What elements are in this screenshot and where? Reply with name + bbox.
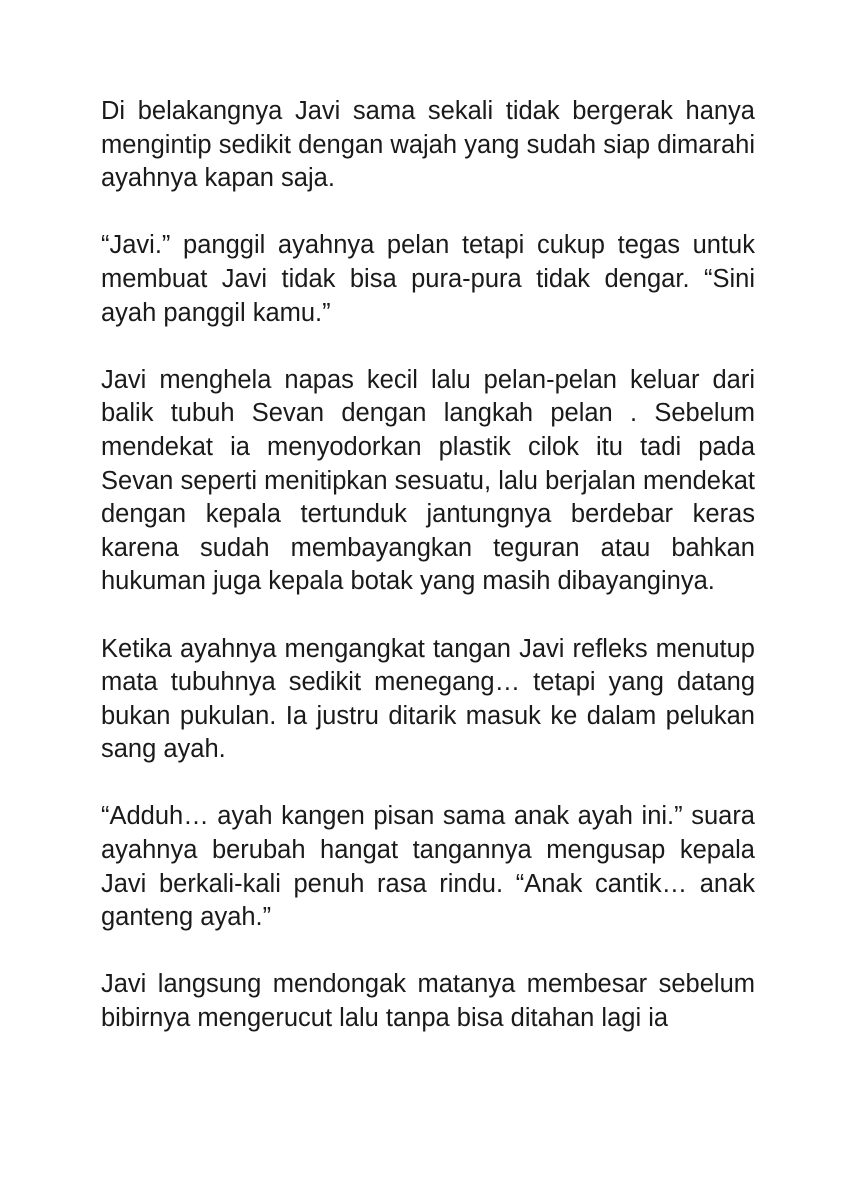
paragraph-5: “Adduh… ayah kangen pisan sama anak ayah ini.” suara ayahnya berubah hangat tangannya mengusap kepala Javi berkali-kali penuh rasa rindu. “Anak cantik… anak ganteng ayah.”: [101, 802, 755, 932]
paragraph-4: Ketika ayahnya mengangkat tangan Javi refleks menutup mata tubuhnya sedikit menegang… tetapi yang datang bukan pukulan. Ia justru ditarik masuk ke dalam pelukan sang ayah.: [101, 634, 755, 764]
paragraph-3: Javi menghela napas kecil lalu pelan-pelan keluar dari balik tubuh Sevan dengan langkah pelan . Sebelum mendekat ia menyodorkan plastik cilok itu tadi pada Sevan seperti menitipkan sesuatu, lalu berjalan mendekat dengan kepala tertunduk jantungnya berdebar keras karena sudah membayangkan teguran atau bahkan hukuman juga kepala botak yang masih dibayanginya.: [101, 365, 755, 596]
paragraph-1: Di belakangnya Javi sama sekali tidak bergerak hanya mengintip sedikit dengan wajah yang sudah siap dimarahi ayahnya kapan saja.: [101, 97, 755, 193]
document-page: [101, 95, 755, 1036]
paragraph-6: Javi langsung mendongak matanya membesar sebelum bibirnya mengerucut lalu tanpa bisa ditahan lagi ia: [101, 970, 755, 1033]
paragraph-2: “Javi.” panggil ayahnya pelan tetapi cukup tegas untuk membuat Javi tidak bisa pura-pura tidak dengar. “Sini ayah panggil kamu.”: [101, 231, 755, 327]
